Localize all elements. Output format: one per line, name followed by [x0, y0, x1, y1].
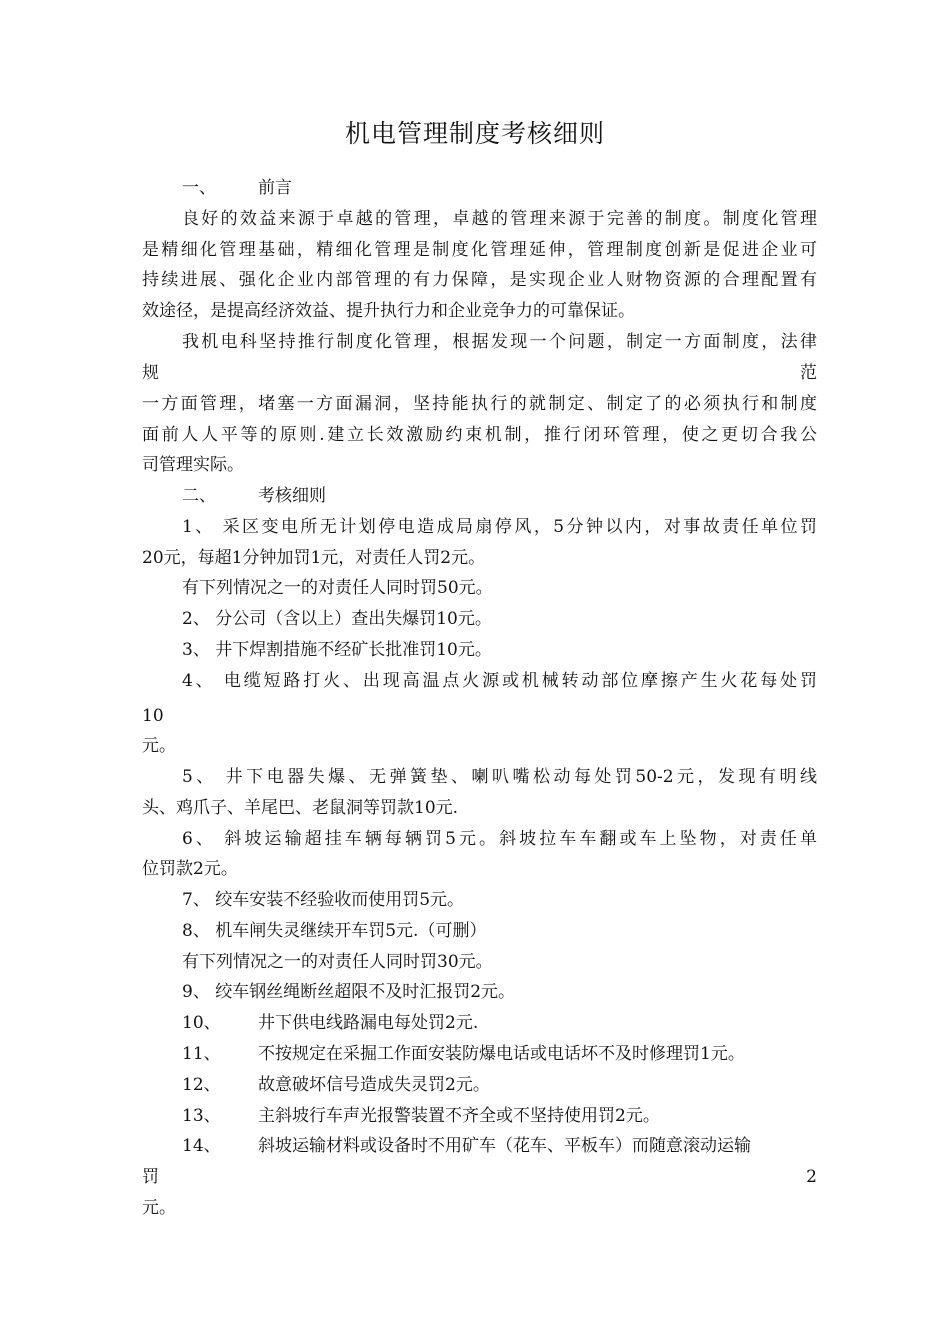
rule-item-continuation: 罚 — [142, 1167, 159, 1187]
paragraph-line: 面前人人平等的原则.建立长效激励约束机制，推行闭环管理，使之更切合我公 — [142, 425, 817, 445]
section-number: 一、 — [182, 178, 216, 198]
rule-note: 有下列情况之一的对责任人同时罚50元。 — [182, 578, 493, 598]
rule-text: 井下供电线路漏电每处罚2元. — [258, 1013, 479, 1033]
rule-item-continuation: 20元，每超1分钟加罚1元，对责任人罚2元。 — [142, 548, 486, 568]
rule-item: 3、 井下焊割措施不经矿长批准罚10元。 — [182, 640, 492, 660]
rule-item — [182, 1011, 817, 1035]
rule-number: 11、 — [182, 1044, 221, 1064]
rule-text: 故意破坏信号造成失灵罚2元。 — [258, 1075, 490, 1095]
rule-item: 8、 机车闸失灵继续开车罚5元.（可删） — [182, 921, 487, 941]
paragraph-line: 效途径，是提高经济效益、提升执行力和企业竞争力的可靠保证。 — [142, 301, 635, 321]
rule-item-continuation: 元。 — [142, 1198, 176, 1218]
section-heading-rules — [182, 484, 817, 508]
rule-item-continuation: 位罚款2元。 — [142, 859, 238, 879]
rule-text: 斜坡运输材料或设备时不用矿车（花车、平板车）而随意滚动运输 — [258, 1136, 751, 1156]
rule-number: 13、 — [182, 1106, 221, 1126]
paragraph-line: 一方面管理，堵塞一方面漏洞，坚持能执行的就制定、制定了的必须执行和制度 — [142, 394, 817, 414]
rule-item: 5、 井下电器失爆、无弹簧垫、喇叭嘴松动每处罚50-2元，发现有明线 — [182, 767, 817, 787]
section-title: 前言 — [258, 178, 292, 198]
rule-note: 有下列情况之一的对责任人同时罚30元。 — [182, 952, 493, 972]
rule-item-continuation: 头、鸡爪子、羊尾巴、老鼠洞等罚款10元. — [142, 798, 459, 818]
rule-text: 不按规定在采掘工作面安装防爆电话或电话坏不及时修理罚1元。 — [258, 1044, 745, 1064]
rule-item — [182, 1104, 817, 1128]
rule-text: 主斜坡行车声光报警装置不齐全或不坚持使用罚2元。 — [258, 1106, 660, 1126]
rule-item — [182, 1134, 817, 1158]
paragraph-line: 持续进展、强化企业内部管理的有力保障，是实现企业人财物资源的合理配置有 — [142, 270, 817, 290]
paragraph-line: 司管理实际。 — [142, 455, 244, 475]
section-number: 二、 — [182, 486, 216, 506]
rule-item: 2、 分公司（含以上）查出失爆罚10元。 — [182, 609, 492, 629]
rule-number: 10、 — [182, 1013, 221, 1033]
section-title: 考核细则 — [258, 486, 326, 506]
rule-item — [182, 1073, 817, 1097]
paragraph-line: 规 — [142, 363, 159, 383]
rule-item: 6、 斜坡运输超挂车辆每辆罚5元。斜坡拉车车翻或车上坠物，对责任单 — [182, 829, 817, 849]
rule-item-continuation: 10 — [142, 706, 164, 726]
paragraph-line: 我机电科坚持推行制度化管理，根据发现一个问题，制定一方面制度，法律 — [182, 332, 817, 352]
rule-item: 4、 电缆短路打火、出现高温点火源或机械转动部位摩擦产生火花每处罚 — [182, 671, 817, 691]
page-title: 机电管理制度考核细则 — [344, 119, 605, 148]
rule-item-continuation: 元。 — [142, 736, 176, 756]
rule-item — [182, 1042, 817, 1066]
rule-number: 14、 — [182, 1136, 221, 1156]
rule-number: 12、 — [182, 1075, 221, 1095]
rule-item: 1、 采区变电所无计划停电造成局扇停风，5分钟以内，对事故责任单位罚 — [182, 517, 817, 537]
paragraph-line: 范 — [800, 363, 817, 383]
rule-item-continuation: 2 — [806, 1167, 817, 1187]
section-heading-preface — [182, 176, 817, 200]
rule-item: 9、 绞车钢丝绳断丝超限不及时汇报罚2元。 — [182, 982, 516, 1002]
rule-item: 7、 绞车安装不经验收而使用罚5元。 — [182, 890, 465, 910]
paragraph-line: 是精细化管理基础，精细化管理是制度化管理延伸，管理制度创新是促进企业可 — [142, 240, 817, 260]
paragraph-line: 良好的效益来源于卓越的管理，卓越的管理来源于完善的制度。制度化管理 — [182, 209, 817, 229]
